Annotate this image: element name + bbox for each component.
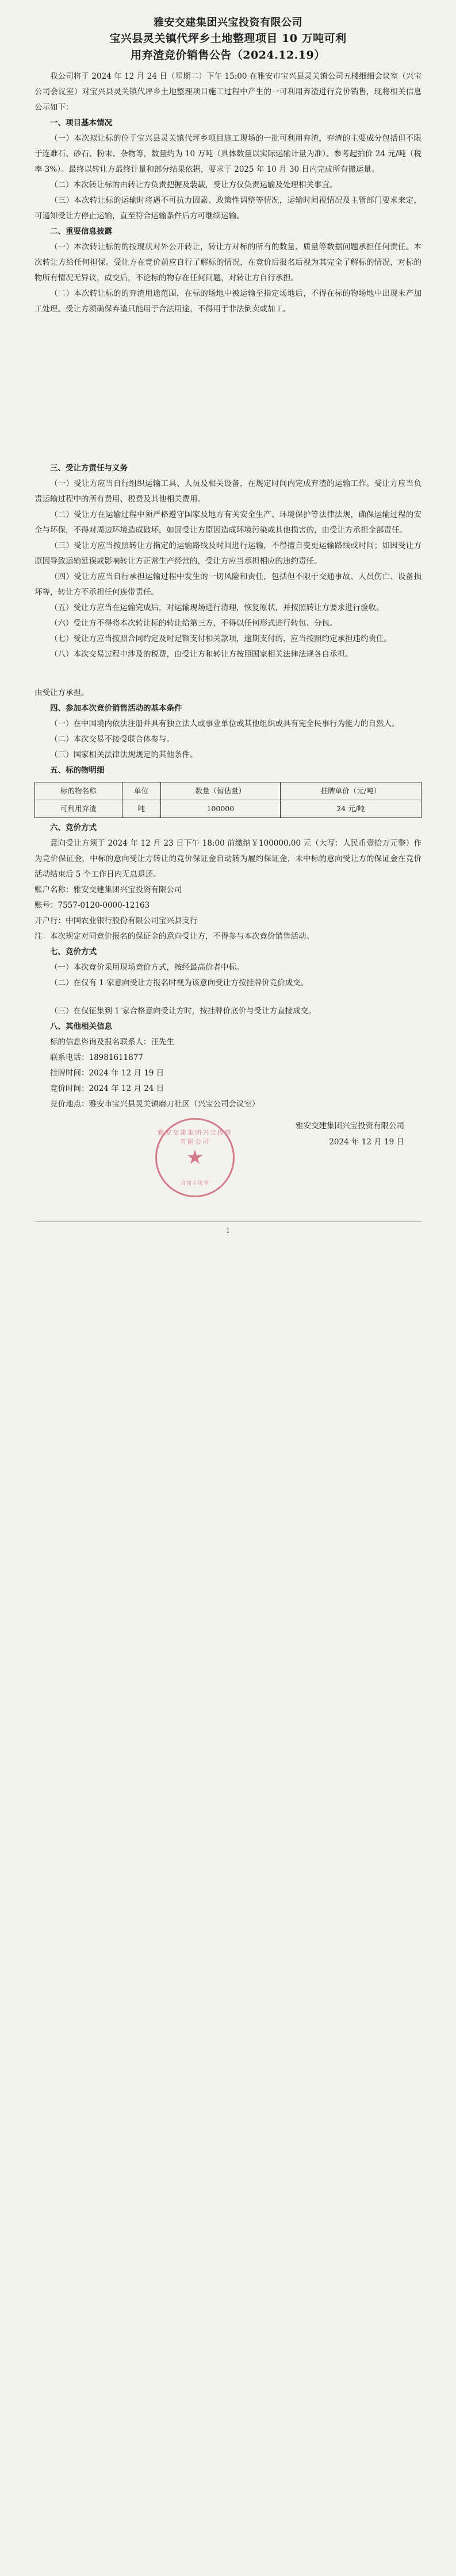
- section-1-heading: 一、项目基本情况: [50, 118, 112, 128]
- document-body: [35, 69, 421, 1112]
- company-seal-stamp: [155, 1118, 235, 1197]
- section-5-heading: 五、标的物明细: [50, 766, 105, 775]
- signature-date: 2024 年 12 月 19 日: [329, 1137, 404, 1147]
- signature-company: 雅安交建集团兴宝投资有限公司: [296, 1121, 404, 1131]
- bid-time-value: 2024 年 12 月 24 日: [89, 1084, 164, 1093]
- table-header-name: 标的物名称: [35, 782, 122, 800]
- section-1-p1: （一）本次拟让标的位于宝兴县灵关镇代坪乡项目施工现场的一批可利用弃渣，弃渣的主要成分包括但不限于连难石、砂石、粉末、杂物等，数量约为 10 万吨（具体数量以实际运输计量为准）。参考起拍价 24 元/吨（税率 3%）。最终以转让方最终计量和部分结果依据，要求于 2025 年 10 月 30 日内完成所有搬运量。: [35, 134, 421, 174]
- cell-quantity: 100000: [160, 800, 280, 818]
- section-3-p5: （五）受让方应当在运输完成后，对运输现场进行清理，恢复原状，并按照转让方要求进行验收。: [50, 603, 384, 612]
- section-3-p1: （一）受让方应当自行组织运输工具、人员及相关设备，在规定时间内完成弃渣的运输工作。受让方应当负责运输过程中的所有费用、税费及其他相关费用。: [35, 479, 421, 504]
- bid-place-label: 竞价地点：: [50, 1100, 89, 1109]
- bid-place-value: 雅安市宝兴县灵关镇磨刀社区（兴宝公司会议室）: [89, 1100, 260, 1109]
- contact-line: [35, 1035, 421, 1050]
- section-7-p3: （三）在仅征集到 1 家合格意向受让方时，按挂牌价底价与受让方直接成交。: [50, 1007, 316, 1016]
- account-name-label: 账户名称：: [35, 885, 74, 894]
- cell-unit: 吨: [122, 800, 160, 818]
- table-header-quantity: 数量（暂估量）: [160, 782, 280, 800]
- seal-star-icon: ★: [186, 1146, 204, 1169]
- blank-space-middle: [35, 662, 421, 685]
- cell-name: 可利用弃渣: [35, 800, 122, 818]
- seal-area: [35, 1118, 421, 1204]
- section-3-trailer: 由受让方承担。: [35, 688, 89, 697]
- section-3-p4: （四）受让方应当自行承担运输过程中发生的一切风险和责任，包括但不限于交通事故、人员伤亡、设备损坏等，转让方不承担任何连带责任。: [35, 572, 421, 597]
- table-row: [35, 800, 421, 818]
- signup-value: 2024 年 12 月 19 日: [89, 1069, 164, 1078]
- seal-top-text: 雅安交建集团兴宝投资有限公司: [158, 1129, 232, 1146]
- phone-value: 18981611877: [89, 1053, 143, 1062]
- blank-space-upper: [35, 317, 421, 461]
- account-bank-line: [35, 913, 421, 929]
- bid-time-label: 竞价时间：: [50, 1084, 89, 1093]
- bid-time-line: [35, 1081, 421, 1097]
- section-3-p7: （七）受让方应当按照合同约定及时足额支付相关款项，逾期支付的，应当按照约定承担违约责任。: [50, 634, 392, 643]
- section-1-p2: （二）本次转让标的由转让方负责把握及装载，受让方仅负责运输及处理相关事宜。: [50, 180, 338, 190]
- section-3-p3: （三）受让方应当按照转让方指定的运输路线及时间进行运输，不得擅自变更运输路线或时间；如因受让方原因导致运输延误或影响转让方正常生产经营的，受让方应当承担相应的违约责任。: [35, 541, 421, 566]
- account-bank-value: 中国农业银行股份有限公司宝兴县支行: [66, 916, 198, 925]
- account-name-line: [35, 882, 421, 898]
- blank-space-lower: [35, 991, 421, 1004]
- phone-label: 联系电话：: [50, 1053, 89, 1062]
- footer-divider: [35, 1221, 421, 1222]
- section-8-heading: 八、其他相关信息: [50, 1022, 112, 1031]
- intro-paragraph: 我公司将于 2024 年 12 月 24 日（星期二）下午 15:00 在雅安市宝兴县灵关镇公司五楼细细会议室（兴宝公司会议室）对宝兴县灵关镇代坪乡土地整理项目施工过程中产生的一可利用弃渣进行竞价销售，现将相关信息公示如下：: [35, 72, 421, 112]
- title-line-3: 用弃渣竞价销售公告（2024.12.19）: [131, 48, 325, 61]
- seal-bottom-text: 合同专用章: [180, 1181, 209, 1186]
- signup-line: [35, 1066, 421, 1081]
- table-header-price: 挂牌单价（元/吨）: [280, 782, 421, 800]
- bid-place-line: [35, 1097, 421, 1112]
- account-number-value: 7557-0120-0000-12163: [58, 901, 150, 910]
- title-line-2: 宝兴县灵关镇代坪乡土地整理项目 10 万吨可利: [109, 32, 347, 45]
- section-3-p8: （八）本次交易过程中涉及的税费，由受让方和转让方按照国家相关法律法规各自承担。: [50, 650, 353, 659]
- account-number-line: [35, 898, 421, 913]
- section-3-p2: （二）受让方在运输过程中须严格遵守国家及地方有关安全生产、环境保护等法律法规，确保运输过程的安全与环保，不得对周边环境造成破坏，如因受让方原因造成环境污染或其他损害的，由受让方承担全部责任。: [35, 510, 421, 535]
- section-2-p1: （一）本次转让标的的按现状对外公开转让，转让方对标的所有的数量、质量等数据问题承担任何责任。本次转让方给任何担保。受让方在竞价前应自行了解标的情况，在竞价后报名后视为其完全了解标的情况，对标的物所有情况无异议，成交后，不论标的物存在任何问题，对转让方自行承担。: [35, 242, 421, 283]
- section-7-heading: 七、竞价方式: [50, 947, 97, 957]
- contact-name: 汪先生: [151, 1038, 174, 1047]
- section-3-p6: （六）受让方不得将本次转让标的转让给第三方，不得以任何形式进行转包、分包。: [50, 619, 338, 628]
- phone-line: [35, 1050, 421, 1066]
- account-number-label: 账号：: [35, 901, 58, 910]
- signup-label: 挂牌时间：: [50, 1069, 89, 1078]
- cell-price: 24 元/吨: [280, 800, 421, 818]
- table-header-row: [35, 782, 421, 800]
- contact-label: 标的信息咨询及报名联系人：: [50, 1038, 151, 1047]
- section-2-heading: 二、重要信息披露: [50, 227, 112, 236]
- section-7-p2: （二）在仅有 1 家意向受让方报名时视为该意向受让方按挂牌价竞价成交。: [50, 978, 309, 988]
- page-number: 1: [225, 1227, 231, 1235]
- section-3-heading: 三、受让方责任与义务: [50, 464, 128, 473]
- section-7-p1: （一）本次竞价采用现场竞价方式，按经最高价者中标。: [50, 963, 244, 972]
- section-6-p1: 意向受让方须于 2024 年 12 月 23 日下午 18:00 前缴纳￥100000.00 元（大写：人民币壹拾万元整）作为竞价保证金，中标的意向受让方转让的竞价保证金自动转为履约保证金，未中标的意向受让方的保证金在竞价活动结束后 5 个工作日内无息退还。: [35, 839, 421, 879]
- section-4-p1: （一）在中国境内依法注册并具有独立法人或事业单位或其他组织或具有完全民事行为能力的自然人。: [50, 719, 400, 728]
- account-bank-label: 开户行：: [35, 916, 66, 925]
- section-4-p3: （三）国家相关法律法规规定的其他条件。: [50, 750, 198, 759]
- items-table: [35, 782, 421, 818]
- section-4-heading: 四、参加本次竞价销售活动的基本条件: [50, 704, 182, 713]
- title-line-1: 雅安交建集团兴宝投资有限公司: [154, 17, 302, 29]
- table-header-unit: 单位: [122, 782, 160, 800]
- account-name-value: 雅安交建集团兴宝投资有限公司: [73, 885, 182, 894]
- section-1-p3: （三）本次转让标的运输时将遇不可抗力因素、政策性调整等情况，运输时间视情况及主管部门要求来定，可通知受让方停止运输，直至符合运输条件后方可继续运输。: [35, 196, 421, 221]
- section-4-p2: （二）本次交易不接受联合体参与。: [50, 735, 174, 744]
- section-6-heading: 六、竞价方式: [50, 823, 97, 832]
- page-title: [35, 15, 421, 63]
- section-6-note: 注：本次规定对同竞价报名的保证金的意向受让方，不得参与本次竞价销售活动。: [35, 932, 314, 941]
- section-2-p2: （二）本次转让标的的弃渣用途范围，在标的场地中被运输至指定场地后，不得在标的物场地中出现未产加工处理。受让方须确保弃渣只能用于合法用途，不得用于非法倒卖或加工。: [35, 289, 421, 314]
